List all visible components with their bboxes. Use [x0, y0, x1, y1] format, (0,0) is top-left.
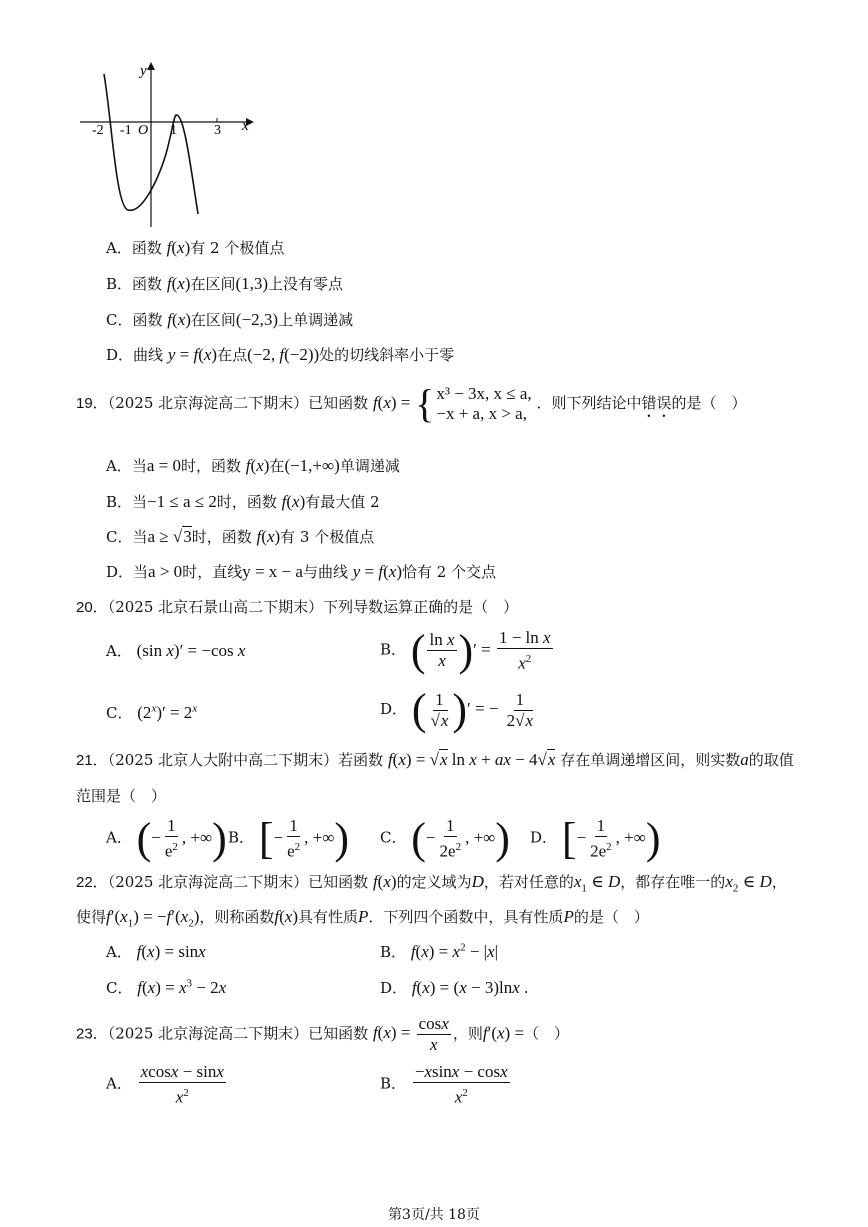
- tick-3: 3: [214, 123, 221, 138]
- q20-option-a: A． (sin x)′ = −cos x: [106, 641, 246, 660]
- q19-option-b: B．当−1 ≤ a ≤ 2时，函数 f(x)有最大值 2: [106, 492, 380, 511]
- q21-stem-line2: 范围是（ ）: [76, 787, 167, 805]
- q20-option-c: C． $(2^x)' = 2^x$: [106, 702, 198, 722]
- tick-neg1: -1: [120, 123, 132, 138]
- origin-label: O: [138, 123, 149, 138]
- q21-option-a: A． (− $\frac{1}{e^2}$ , +∞): [106, 813, 227, 863]
- y-axis-label: y: [140, 63, 147, 79]
- q23-stem: 23．（2025 北京海淀高二下期末）已知函数 f(x) = $\frac{\cos x}{x}$ ，则f′(x) =（ ）: [76, 1014, 570, 1054]
- q22-option-c: C． $f(x) = x^3 - 2x$: [106, 977, 227, 997]
- q19-option-c: C．当a ≥ √3时，函数 f(x)有 3 个极值点: [106, 527, 375, 546]
- q21-option-d: D． [− $\frac{1}{2e^2}$ , +∞): [530, 813, 661, 863]
- function-graph: [76, 62, 256, 232]
- q22-stem: 22．（2025 北京海淀高二下期末）已知函数 f(x)的定义域为D，若对任意的$x_1$ ∈ D，都存在唯一的$x_2$ ∈ D，: [76, 872, 787, 895]
- q20-option-b: B． ( $\frac{\text{ln x}}{x}$ )′ = $\frac{\text{1 − ln x}}{x^2}$: [380, 625, 551, 675]
- q23-option-a: A． $\frac{xcosx - \sin x}{x^2}$: [106, 1062, 224, 1107]
- q19-option-a: A．当a = 0时，函数 f(x)在(−1,+∞)单调递减: [106, 456, 400, 475]
- q21-option-c: C． (− $\frac{1}{2e^2}$ , +∞): [380, 813, 510, 863]
- q22-stem-line2: 使得$f'(x_1) = -f'(x_2)$，则称函数f(x)具有性质P．下列四个函数中，具有性质P的是（ ）: [76, 907, 649, 930]
- q21-option-b: B． [− $\frac{1}{e^2}$ , +∞): [228, 813, 349, 863]
- x-axis-label: x: [242, 118, 249, 134]
- q18-option-b: B．函数 f(x)在区间(1,3)上没有零点: [106, 274, 344, 293]
- q18-option-c: C．函数 f(x)在区间(−2,3)上单调递减: [106, 310, 354, 329]
- page-footer: 第3页/共 18页: [388, 1207, 480, 1223]
- tick-1: 1: [170, 123, 177, 138]
- q18-option-d: D．曲线 y = f(x)在点(−2, f(−2))处的切线斜率小于零: [106, 345, 455, 364]
- q19-option-d: D．当a > 0时，直线y = x − a与曲线 y = f(x)恰有 2 个交点: [106, 562, 497, 581]
- q20-stem: 20．（2025 北京石景山高二下期末）下列导数运算正确的是（ ）: [76, 598, 519, 616]
- q21-stem: 21．（2025 北京人大附中高二下期末）若函数 f(x) = √x ln x + ax − 4√x 存在单调递增区间，则实数a的取值: [76, 750, 794, 769]
- q20-option-d: D． ( $\frac{1}{√x}$ )′ = − $\frac{1}{2√x}$: [380, 685, 534, 734]
- q19-stem: 19．（2025 北京海淀高二下期末）已知函数 f(x) = { x³ − 3x, x ≤ a, −x + a, x > a, ．则下列结论中错误的是（ ）: [76, 381, 747, 426]
- q22-option-b: B． $f(x) = x^2 - |x|$: [380, 941, 499, 961]
- q22-option-d: D． f(x) = (x − 3)lnx .: [380, 978, 529, 997]
- q22-option-a: A． f(x) = sinx: [106, 942, 206, 961]
- q23-option-b: B． $\frac{-xsinx - \cos x}{x^2}$: [380, 1062, 508, 1107]
- tick-neg2: -2: [92, 123, 104, 138]
- q18-option-a: A．函数 f(x)有 2 个极值点: [106, 238, 285, 257]
